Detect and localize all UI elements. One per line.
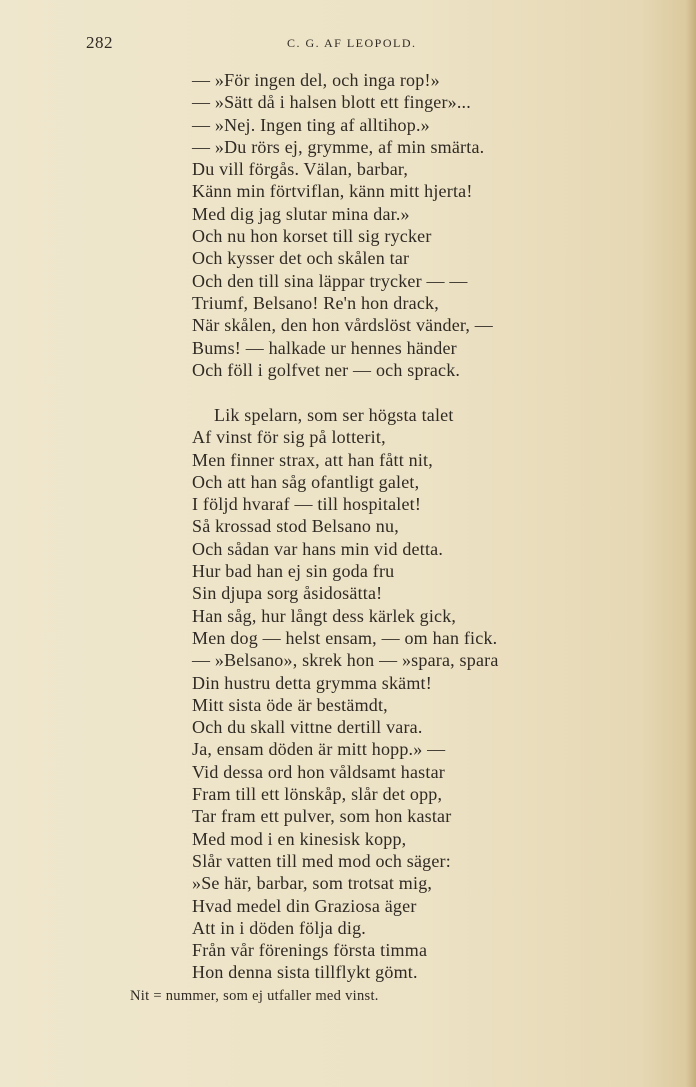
poem-line: Hur bad han ej sin goda fru	[192, 561, 395, 582]
poem-line: Din hustru detta grymma skämt!	[192, 672, 432, 693]
poem-line: Känn min förtviflan, känn mitt hjerta!	[192, 181, 473, 202]
page-header	[0, 33, 696, 53]
poem-line: — »Du rörs ej, grymme, af min smärta.	[192, 136, 485, 157]
poem-line: Och nu hon korset till sig rycker	[192, 226, 432, 247]
poem-line: Du vill förgås. Välan, barbar,	[192, 159, 409, 180]
poem-line: Bums! — halkade ur hennes händer	[192, 337, 457, 358]
poem-line: Fram till ett lönskåp, slår det opp,	[192, 784, 443, 805]
footnote: Nit = nummer, som ej utfaller med vinst.	[130, 988, 379, 1004]
poem-line: — »Belsano», skrek hon — »spara, spara	[192, 650, 499, 671]
poem-line: Och föll i golfvet ner — och sprack.	[192, 359, 461, 380]
poem-line: Med mod i en kinesisk kopp,	[192, 828, 407, 849]
poem-line: Så krossad stod Belsano nu,	[192, 516, 399, 537]
poem-line: Att in i döden följa dig.	[192, 917, 366, 938]
poem-stanza-2	[192, 404, 672, 984]
poem-line: »Se här, barbar, som trotsat mig,	[192, 873, 433, 894]
poem-line: Lik spelarn, som ser högsta talet	[214, 405, 454, 425]
poem-line: Och du skall vittne dertill vara.	[192, 717, 423, 738]
poem-line: Slår vatten till med mod och säger:	[192, 850, 451, 871]
poem-line: När skålen, den hon vårdslöst vänder, —	[192, 315, 494, 336]
page-edge-shadow	[686, 0, 696, 1087]
poem-line: Från vår förenings första timma	[192, 940, 428, 961]
poem-line: I följd hvaraf — till hospitalet!	[192, 494, 422, 515]
poem-line: Med dig jag slutar mina dar.»	[192, 203, 410, 224]
poem-line: Och den till sina läppar trycker — —	[192, 270, 468, 291]
poem-line: Men finner strax, att han fått nit,	[192, 449, 433, 470]
poem-line: Tar fram ett pulver, som hon kastar	[192, 806, 452, 827]
poem-line: Hon denna sista tillflykt gömt.	[192, 962, 418, 983]
poem-line: Vid dessa ord hon våldsamt hastar	[192, 761, 445, 782]
poem-line: Triumf, Belsano! Re'n hon drack,	[192, 292, 439, 313]
poem-line: Mitt sista öde är bestämdt,	[192, 694, 388, 715]
poem-line: Men dog — helst ensam, — om han fick.	[192, 627, 498, 648]
page-number: 282	[86, 33, 113, 52]
poem-line: Ja, ensam döden är mitt hopp.» —	[192, 739, 446, 760]
poem-line: — »För ingen del, och inga rop!»	[192, 70, 440, 90]
poem-line: — »Sätt då i halsen blott ett finger»...	[192, 92, 471, 113]
poem-line: Hvad medel din Graziosa äger	[192, 895, 417, 916]
poem-line: Och att han såg ofantligt galet,	[192, 471, 420, 492]
poem-line: Och sådan var hans min vid detta.	[192, 538, 444, 559]
poem-line: Och kysser det och skålen tar	[192, 248, 410, 269]
poem-line: Sin djupa sorg åsidosätta!	[192, 583, 383, 604]
poem-stanza-1	[192, 69, 672, 381]
poem-line: Han såg, hur långt dess kärlek gick,	[192, 605, 457, 626]
poem-line: Af vinst för sig på lotterit,	[192, 427, 386, 448]
poem-line: — »Nej. Ingen ting af alltihop.»	[192, 114, 430, 135]
running-head: C. G. AF LEOPOLD.	[287, 36, 417, 50]
